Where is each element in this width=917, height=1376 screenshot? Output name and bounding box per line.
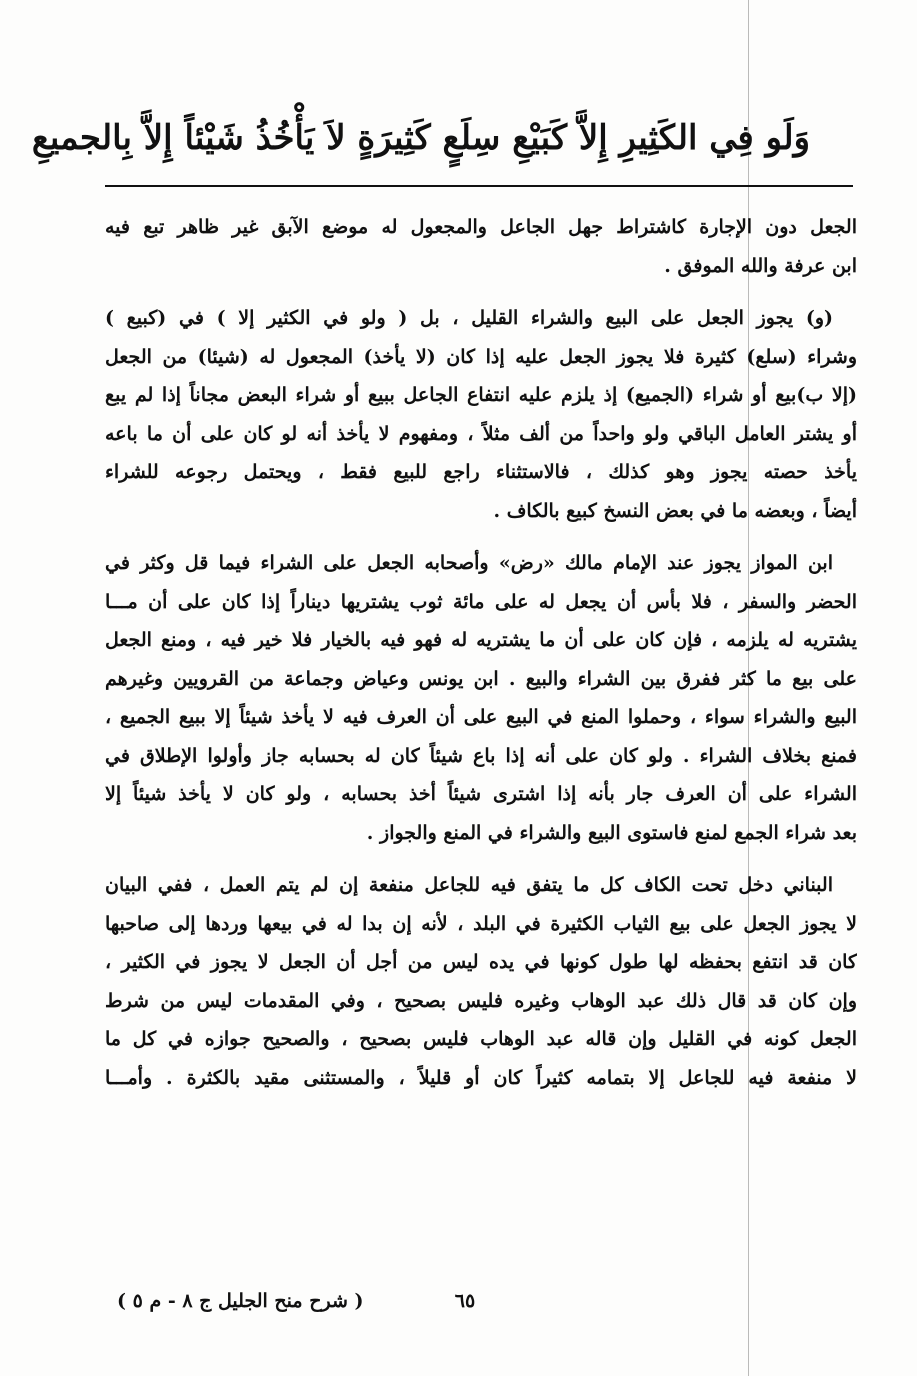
text-line: البيع والشراء سواء ، وحملوا المنع في البيع على أن العرف فيه لا يأخذ شيئاً إلا ببيع الجميع ،: [105, 706, 857, 728]
paragraph-4: [105, 866, 857, 1097]
text-line: وشراء (سلع) كثيرة فلا يجوز الجعل عليه إذا كان (لا يأخذ) المجعول له (شيئا) من الجعل: [105, 345, 857, 368]
header-divider: [105, 185, 853, 187]
text-line: الحضر والسفر ، فلا بأس أن يجعل له على مائة ثوب يشتريها ديناراً إذا كان على أن مـــا: [105, 590, 857, 613]
text-line: وإن كان قد قال ذلك عبد الوهاب وغيره فليس بصحيح ، وفي المقدمات ليس من شرط: [105, 989, 857, 1012]
text-line: الجعل كونه في القليل وإن قاله عبد الوهاب فليس بصحيح ، والصحيح جوازه في كل ما: [105, 1028, 857, 1050]
body-text: [105, 208, 857, 1111]
text-line: ابن عرفة والله الموفق .: [664, 254, 857, 277]
paragraph-2: [105, 299, 857, 530]
text-line: أو يشتر العامل الباقي ولو واحداً من ألف مثلاً ، ومفهوم لا يأخذ أنه لو كان على أن ما باعه: [105, 422, 857, 445]
text-line: يأخذ حصته يجوز وهو كذلك ، فالاستثناء راجع للبيع فقط ، ويحتمل رجوعه للشراء: [105, 461, 857, 483]
text-line: لا يجوز الجعل على بيع الثياب الكثيرة في البلد ، لأنه إن بدا له في بيعها وردها إلى صاحبها: [105, 912, 857, 935]
text-line: الجعل دون الإجارة كاشتراط جهل الجاعل والمجعول له موضع الآبق غير ظاهر تبع فيه: [105, 216, 857, 238]
text-line: الشراء على أن العرف جار بأنه إذا اشترى شيئاً أخذ بحسابه ، ولو كان لا يأخذ شيئاً إلا: [105, 783, 857, 805]
text-line: فمنع بخلاف الشراء . ولو كان على أنه إذا باع شيئاً كان له بحسابه جاز وأولوا الإطلاق في: [105, 744, 857, 767]
text-line: (و) يجوز الجعل على البيع والشراء القليل ، بل ( ولو في الكثير إلا ) في (كبيع ): [105, 307, 833, 329]
text-line: لا منفعة فيه للجاعل إلا بتمامه كثيراً كان أو قليلاً ، والمستثنى مقيد بالكثرة . وأمـــا: [105, 1066, 857, 1089]
text-line: أيضاً ، وبعضه ما في بعض النسخ كبيع بالكاف .: [493, 499, 857, 522]
footer-reference: ( شرح منح الجليل ج ٨ - م ٥ ): [117, 1290, 364, 1312]
text-line: (إلا ب)بيع أو شراء (الجميع) إذ يلزم عليه انتفاع الجاعل ببيع أو شراء البعض مجاناً إذا لم يبع: [105, 384, 857, 406]
header-verse: وَلَو فِي الكَثِيرِ إِلاَّ كَبَيْعِ سِلَعٍ كَثِيرَةٍ لاَ يَأْخُذُ شَيْئاً إِلاَّ بِالجميعِ: [31, 118, 810, 158]
text-line: يشتريه له يلزمه ، فإن كان على أن ما يشتريه له فهو فيه بالخيار فلا خير فيه ، ومنع الجعل: [105, 629, 857, 651]
paragraph-1: [105, 208, 857, 285]
page-number: ٦٥: [454, 1290, 476, 1312]
text-line: ابن المواز يجوز عند الإمام مالك «رض» وأصحابه الجعل على الشراء فيما قل وكثر في: [105, 552, 833, 574]
paragraph-3: [105, 544, 857, 852]
text-line: على بيع ما كثر ففرق بين الشراء والبيع . ابن يونس وعياض وجماعة من القرويين وغيرهم: [105, 667, 857, 690]
text-line: كان قد انتفع بحفظه لها طول كونها في يده ليس من أجل أن الجعل لا يجوز في الكثير ،: [105, 951, 857, 973]
text-line: البناني دخل تحت الكاف كل ما يتفق فيه للجاعل منفعة إن لم يتم العمل ، ففي البيان: [105, 874, 833, 896]
text-line: بعد شراء الجمع لمنع فاستوى البيع والشراء في المنع والجواز .: [366, 821, 857, 844]
page-footer: [105, 1290, 857, 1326]
